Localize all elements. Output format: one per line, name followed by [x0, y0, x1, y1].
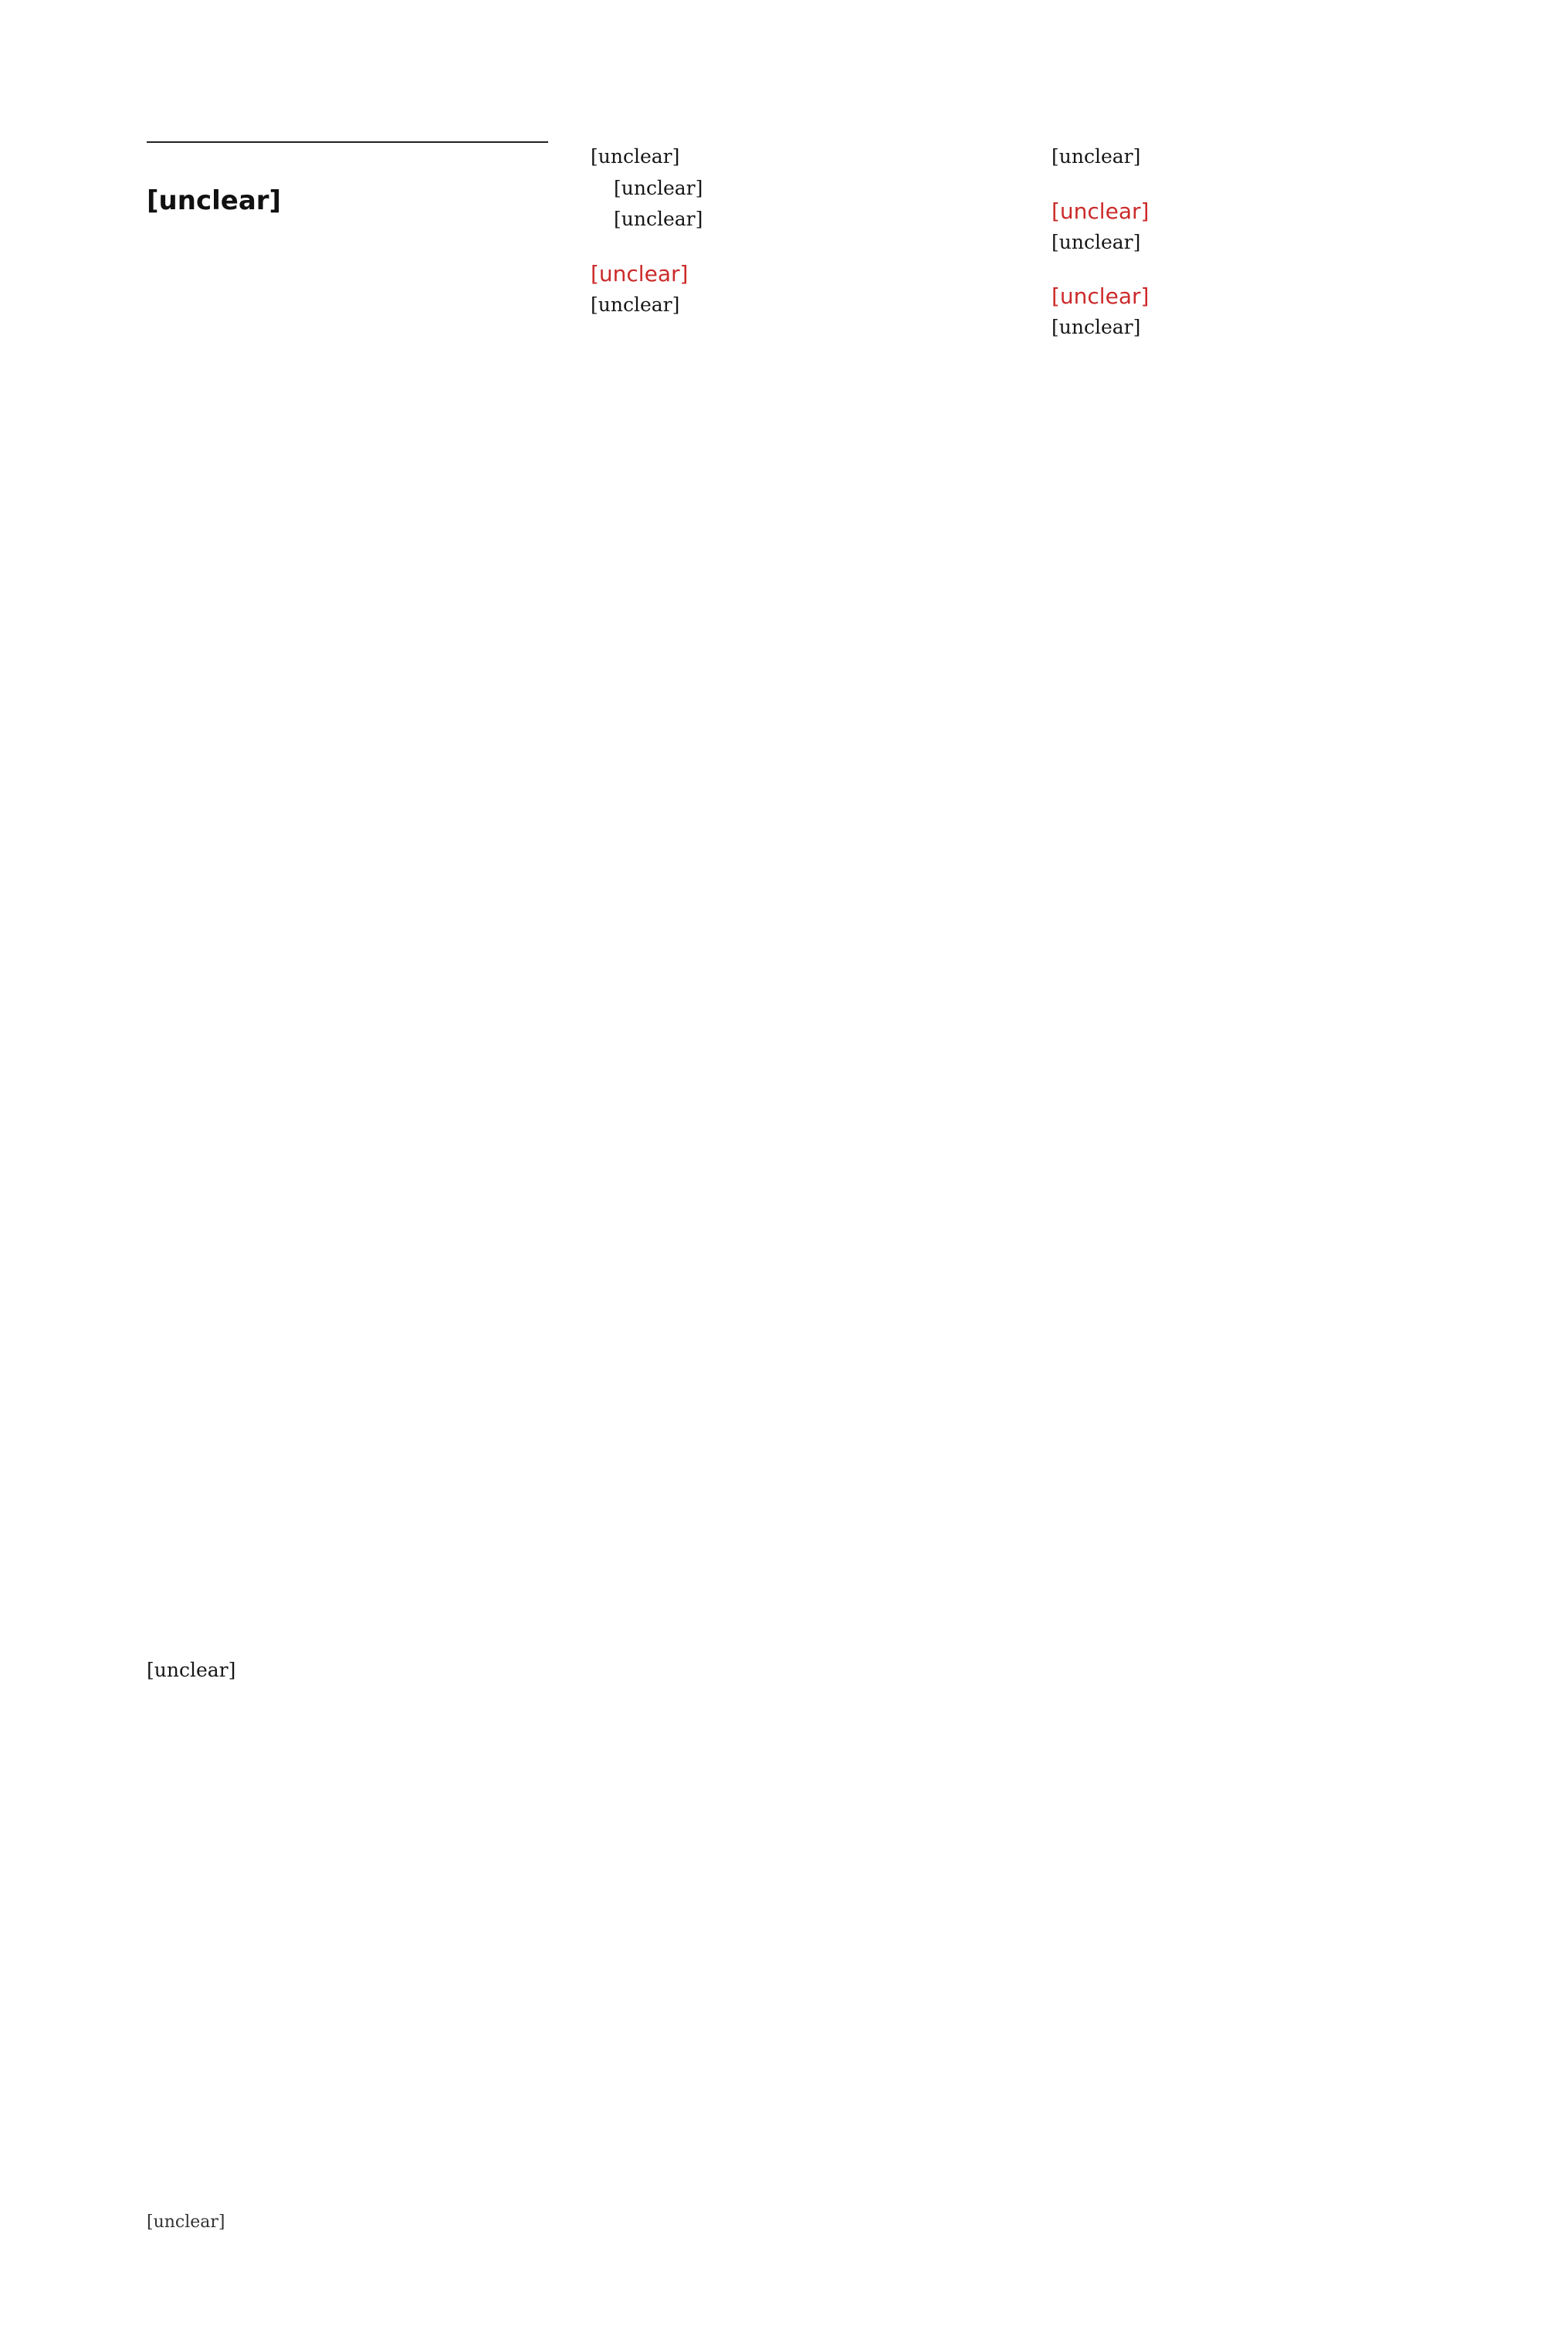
- section-heading-charlie: [unclear]: [1052, 198, 1150, 224]
- body-paragraph: [unclear]: [1052, 230, 1141, 253]
- body-paragraph: [unclear]: [1052, 316, 1141, 338]
- body-paragraph: [unclear]: [591, 293, 680, 316]
- column-2: [591, 141, 1004, 320]
- top-rule: [147, 141, 548, 143]
- column-3: [1052, 141, 1461, 344]
- body-paragraph: [unclear]: [147, 1659, 236, 1681]
- column-1: [147, 1655, 564, 1687]
- body-paragraph: [unclear]: [591, 145, 680, 168]
- section-heading-angry-man: [unclear]: [591, 260, 689, 287]
- page-folio: [unclear]: [147, 2212, 225, 2232]
- pull-quote: [unclear]: [147, 185, 282, 216]
- body-paragraph: [unclear]: [614, 208, 703, 230]
- body-paragraph: [unclear]: [614, 176, 703, 199]
- section-heading-evolution-of-dance: [unclear]: [1052, 283, 1150, 309]
- body-paragraph: [unclear]: [1052, 145, 1141, 168]
